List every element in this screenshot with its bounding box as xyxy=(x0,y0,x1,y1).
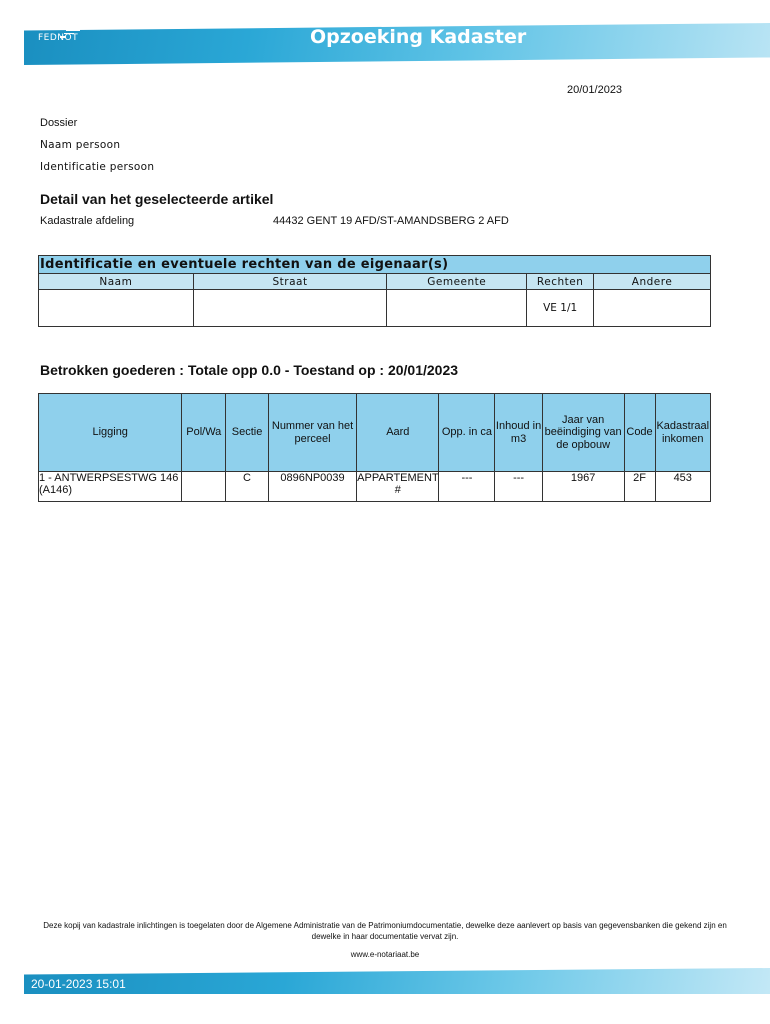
goods-inhoud-cell: --- xyxy=(495,472,542,502)
owners-col-rechten: Rechten xyxy=(527,274,594,290)
goods-col-inhoud: Inhoud in m3 xyxy=(495,394,542,472)
goods-table xyxy=(38,393,711,502)
goods-col-opp: Opp. in ca xyxy=(439,394,495,472)
owners-table xyxy=(38,255,711,327)
footer-timestamp: 20-01-2023 15:01 xyxy=(31,977,126,991)
goods-col-polwa: Pol/Wa xyxy=(182,394,226,472)
goods-code-cell: 2F xyxy=(624,472,655,502)
owners-table-title: Identificatie en eventuele rechten van de eigenaar(s) xyxy=(39,256,711,274)
afdeling-value: 44432 GENT 19 AFD/ST-AMANDSBERG 2 AFD xyxy=(273,215,509,227)
owner-naam-cell xyxy=(39,290,194,327)
goods-perceel-cell: 0896NP0039 xyxy=(268,472,356,502)
owner-rechten-cell: VE 1/1 xyxy=(527,290,594,327)
owners-col-straat: Straat xyxy=(193,274,387,290)
footer-band xyxy=(24,968,770,994)
goods-ligging-cell: 1 - ANTWERPSESTWG 146 (A146) xyxy=(39,472,182,502)
document-date: 20/01/2023 xyxy=(567,84,623,96)
owners-col-andere: Andere xyxy=(594,274,711,290)
logo-text: FEDNOT xyxy=(38,33,79,43)
goods-polwa-cell xyxy=(182,472,226,502)
website-link[interactable]: www.e-notariaat.be xyxy=(350,950,420,959)
detail-heading: Detail van het geselecteerde artikel xyxy=(40,191,274,207)
owner-gemeente-cell xyxy=(387,290,527,327)
owners-col-naam: Naam xyxy=(39,274,194,290)
goods-opp-cell: --- xyxy=(439,472,495,502)
dossier-label: Dossier xyxy=(40,117,78,129)
goods-col-code: Code xyxy=(624,394,655,472)
goods-col-perceel: Nummer van het perceel xyxy=(268,394,356,472)
goods-col-sectie: Sectie xyxy=(226,394,269,472)
page-title: Opzoeking Kadaster xyxy=(310,26,527,48)
goods-jaar-cell: 1967 xyxy=(542,472,624,502)
goods-col-jaar: Jaar van beëindiging van de opbouw xyxy=(542,394,624,472)
goods-sectie-cell: C xyxy=(226,472,269,502)
goods-inkomen-cell: 453 xyxy=(655,472,711,502)
owners-row xyxy=(39,290,711,327)
identificatie-persoon-label: Identificatie persoon xyxy=(40,161,155,173)
goods-col-inkomen: Kadastraal inkomen xyxy=(655,394,711,472)
owner-andere-cell xyxy=(594,290,711,327)
goods-aard-cell: APPARTEMENT # xyxy=(357,472,439,502)
goods-heading: Betrokken goederen : Totale opp 0.0 - Toestand op : 20/01/2023 xyxy=(40,362,459,378)
owners-col-gemeente: Gemeente xyxy=(387,274,527,290)
goods-row xyxy=(39,472,711,502)
afdeling-label: Kadastrale afdeling xyxy=(40,215,135,227)
goods-col-ligging: Ligging xyxy=(39,394,182,472)
goods-col-aard: Aard xyxy=(357,394,439,472)
naam-persoon-label: Naam persoon xyxy=(40,139,121,151)
disclaimer-text: Deze kopij van kadastrale inlichtingen is toegelaten door de Algemene Administratie van de Patrimoniumdocumentatie, dewelke deze aanlevert op basis van gegevensbanken die gekend zijn en dewelke in haar documentatie vervat zijn. xyxy=(43,921,727,941)
owner-straat-cell xyxy=(193,290,387,327)
